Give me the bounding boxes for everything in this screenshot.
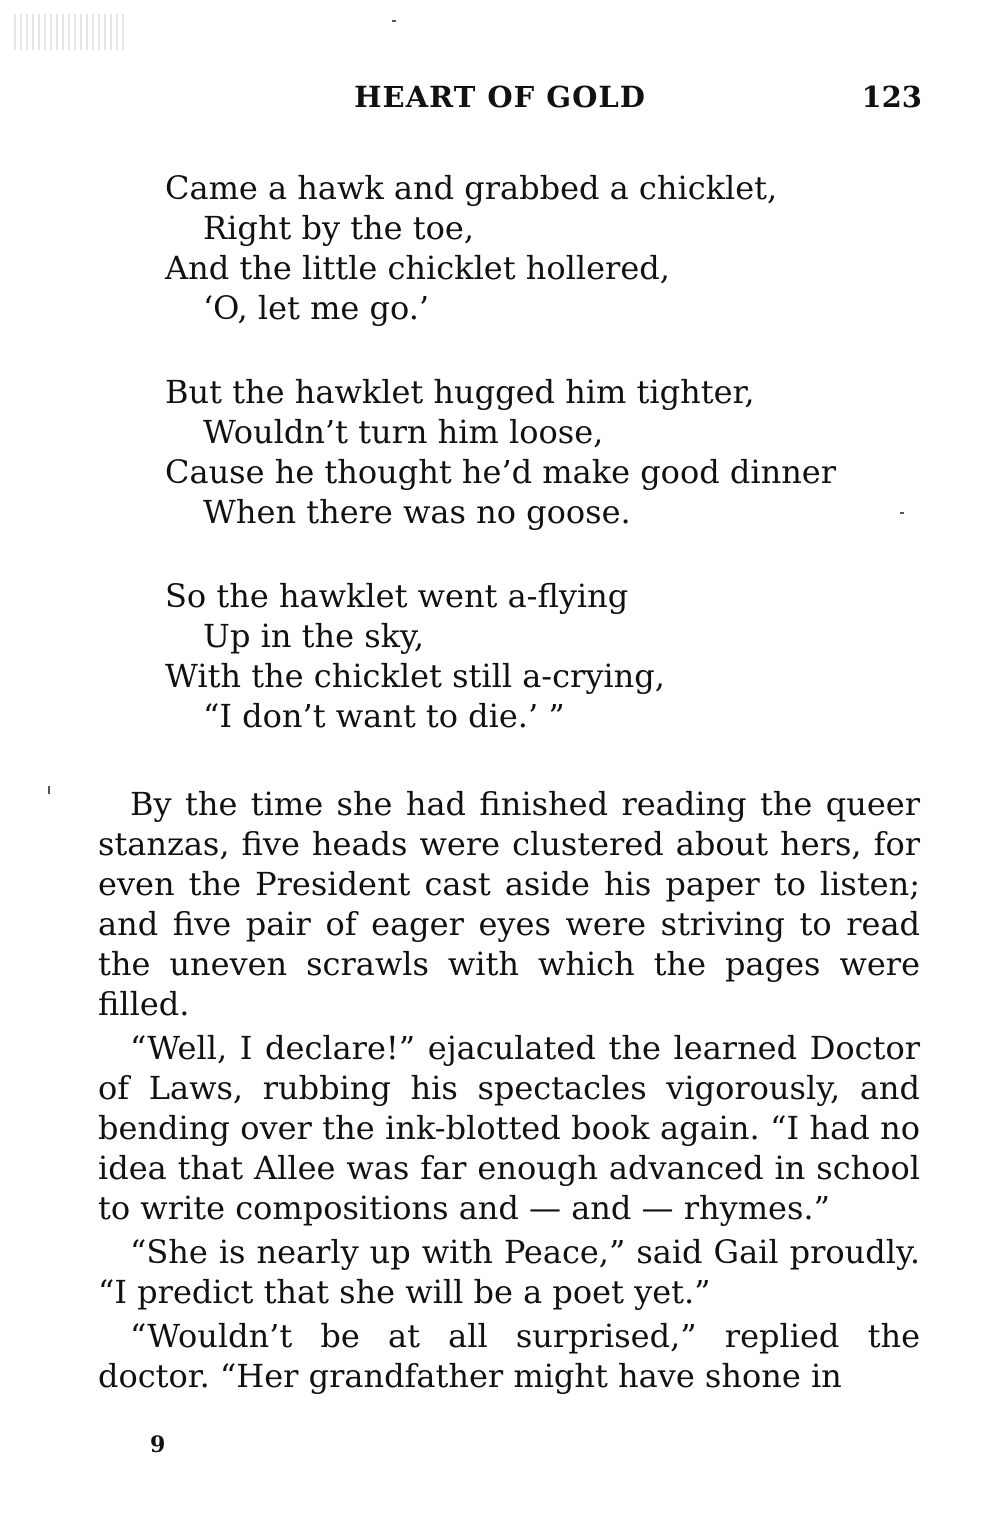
running-header xyxy=(0,80,1000,114)
poem-line: When there was no goose. xyxy=(203,493,631,531)
ink-speck xyxy=(392,20,396,22)
poem-line: ‘O, let me go.’ xyxy=(203,289,430,327)
poem-stanza xyxy=(165,168,925,328)
poem-line: With the chicklet still a-crying, xyxy=(165,657,665,695)
poem-line: “I don’t want to die.’ ” xyxy=(203,697,565,735)
paragraph: “She is nearly up with Peace,” said Gail proudly. “I predict that she will be a poet yet.” xyxy=(98,1233,920,1311)
page-number: 123 xyxy=(861,80,922,114)
poem-line: Right by the toe, xyxy=(203,209,474,247)
prose-body xyxy=(98,784,920,1400)
poem-line: Wouldn’t turn him loose, xyxy=(203,413,604,451)
paragraph: By the time she had finished reading the queer stanzas, five heads were clustered about hers, for even the President cast aside his paper to listen; and five pair of eager eyes were striving to read the uneven scrawls with which the pages were filled. xyxy=(98,785,920,1023)
poem-line: And the little chicklet hollered, xyxy=(165,249,670,287)
poem xyxy=(165,168,925,780)
running-header-title: HEART OF GOLD xyxy=(354,80,646,114)
poem-line: So the hawklet went a-flying xyxy=(165,577,629,615)
poem-line: Came a hawk and grabbed a chicklet, xyxy=(165,169,778,207)
poem-line: Cause he thought he’d make good dinner xyxy=(165,453,837,491)
paragraph: “Well, I declare!” ejaculated the learned Doctor of Laws, rubbing his spectacles vigorously, and bending over the ink-blotted book again. “I had no idea that Allee was far enough advanced in school to write compositions and — and — rhymes.” xyxy=(98,1029,920,1227)
poem-stanza xyxy=(165,576,925,736)
poem-stanza xyxy=(165,372,925,532)
corner-smudge xyxy=(14,14,124,50)
signature-mark: 9 xyxy=(150,1432,166,1458)
paragraph: “Wouldn’t be at all surprised,” replied the doctor. “Her grandfather might have shone in xyxy=(98,1317,920,1395)
poem-line: But the hawklet hugged him tighter, xyxy=(165,373,755,411)
ink-speck xyxy=(48,786,50,794)
poem-line: Up in the sky, xyxy=(203,617,425,655)
